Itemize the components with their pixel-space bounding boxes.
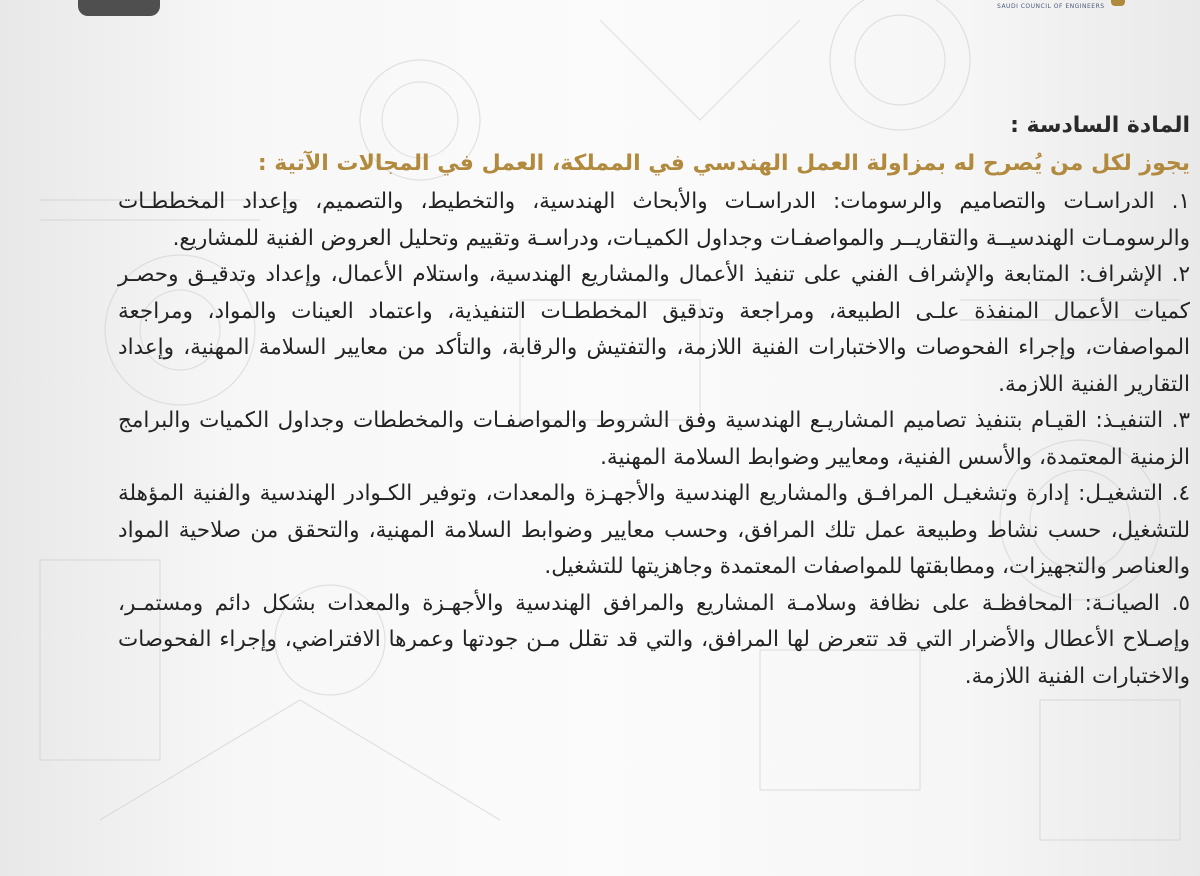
sce-logo-text: SAUDI COUNCIL OF ENGINEERS bbox=[997, 3, 1105, 10]
sce-seal-icon bbox=[1111, 0, 1125, 6]
list-item: ٥. الصيانـة: المحافظـة على نظافة وسلامـة المشاريع والمرافق الهندسية والأجهـزة والمعدات بشكل دائم ومستمـر، وإصـلاح الأعطال والأضرار التي قد تتعرض لها المرافق، والتي قد تقلل مـن جودتها وعمرها الافتراضي، وإجراء الفحوصات والاختبارات الفنية اللازمة. bbox=[118, 590, 1190, 689]
list-item: ٤. التشغيـل: إدارة وتشغيـل المرافـق والمشاريع الهندسية والأجهـزة والمعدات، وتوفير الكـوادر الهندسية والفنية المؤهلة للتشغيل، حسب نشاط وطبيعة عمل تلك المرافق، وحسب معايير وضوابط السلامة المهنية، والتحقق من صلاحية المواد والعناصر والتجهيزات، ومطابقتها للمواصفات المعتمدة وجاهزيتها للتشغيل. bbox=[118, 481, 1190, 579]
list-item: ٢. الإشراف: المتابعة والإشراف الفني على تنفيذ الأعمال والمشاريع الهندسية، واستلام الأعمال، وإعداد وتدقيـق وحصـر كميات الأعمال المنفذة علـى الطبيعة، ومراجعة وتدقيق المخططـات التنفيذية، واعتماد العينات والمواد، ومراجعة المواصفات، وإجراء الفحوصات والاختبارات الفنية اللازمة، والتفتيش والرقابة، والتأكد من معايير السلامة المهنية، وإعداد التقارير الفنية اللازمة. bbox=[118, 262, 1190, 397]
list-item: ١. الدراسـات والتصاميم والرسومات: الدراسـات والأبحاث الهندسية، والتخطيط، والتصميم، وإعداد المخططـات والرسومـات الهندسيــة والتقاريــر والمواصفـات وجداول الكميـات، ودراسـة وتقييم وتحليل العروض الفنية للمشاريع. bbox=[118, 189, 1190, 251]
article-title: المادة السادسة : bbox=[1010, 113, 1190, 138]
list-item: ٣. التنفيـذ: القيـام بتنفيذ تصاميم المشاريـع الهندسية وفق الشروط والمواصفـات والمخططات وجداول الكميات والبرامج الزمنية المعتمدة، والأسس الفنية، ومعايير وضوابط السلامة المهنية. bbox=[118, 408, 1190, 470]
article-intro: يجوز لكل من يُصرح له بمزاولة العمل الهندسي في المملكة، العمل في المجالات الآتية : bbox=[257, 151, 1190, 176]
sce-logo bbox=[995, 0, 1125, 14]
engineering-logo-icon bbox=[78, 0, 160, 16]
document-body bbox=[118, 108, 1190, 695]
